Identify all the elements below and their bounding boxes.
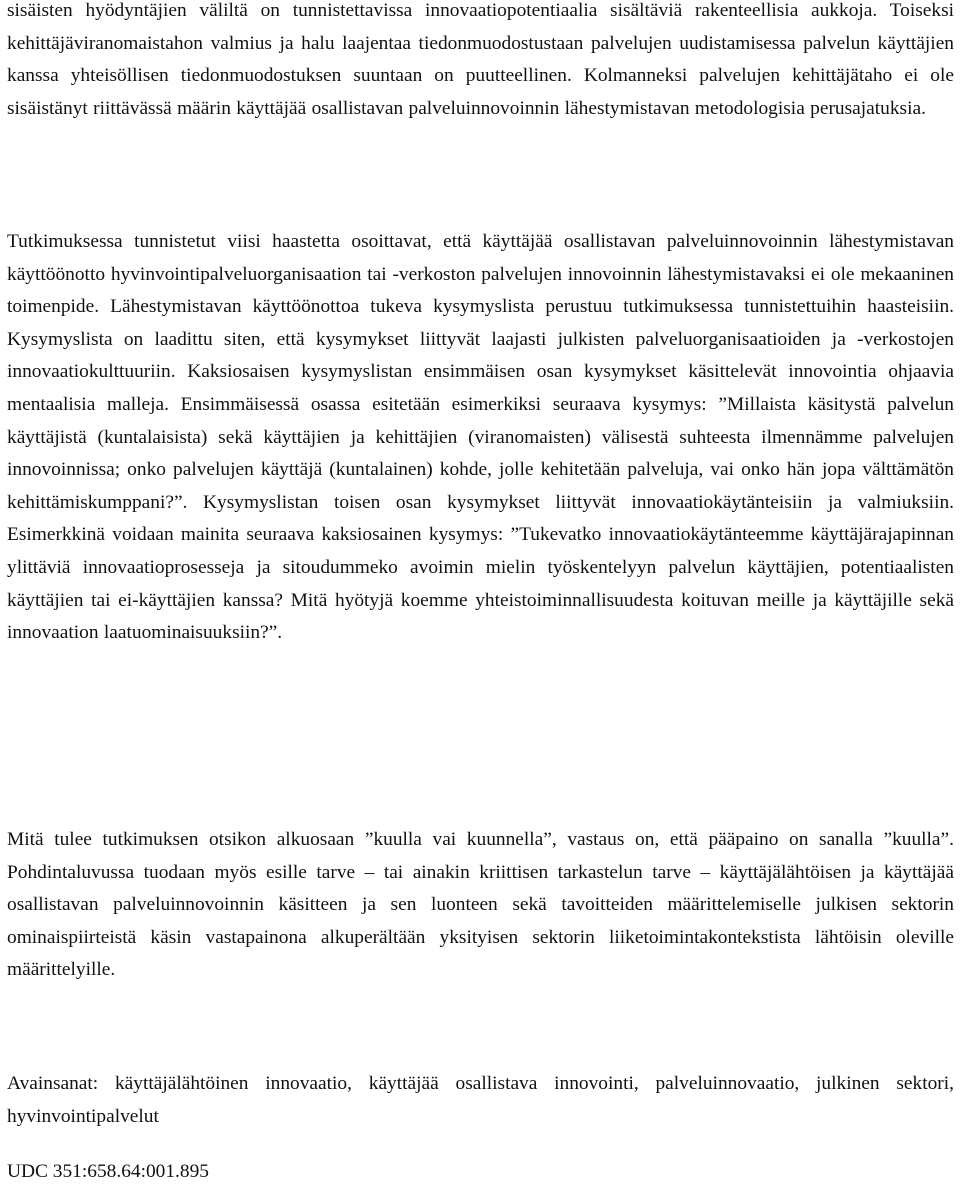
paragraph-conclusion: Mitä tulee tutkimuksen otsikon alkuosaan ”kuulla vai kuunnella”, vastaus on, että pääpaino on sanalla ”kuulla”. Pohdintaluvussa tuodaan myös esille tarve – tai ainakin kriittisen tarkastelun tarve – käyttäjälähtöisen ja käyttäjää osallistavan palveluinnovoinnin käsitteen ja sen luonteen sekä tavoitteiden määrittelemiselle julkisen sektorin ominaispiirteistä käsin vastapainona alkuperältään yksityisen sektorin liiketoimintakontekstista lähtöisin oleville määrittelyille. <box>7 829 954 981</box>
paragraph-challenges-summary: sisäisten hyödyntäjien väliltä on tunnistettavissa innovaatiopotentiaalia sisältäviä rakenteellisia aukkoja. Toiseksi kehittäjäviranomaistahon valmius ja halu laajentaa tiedonmuodostustaan palvelujen uudistamisessa palvelun käyttäjien kanssa yhteisöllisen tiedonmuodostuksen suuntaan on puutteellinen. Kolmanneksi palvelujen kehittäjätaho ei ole sisäistänyt riittävässä määrin käyttäjää osallistavan palveluinnovoinnin lähestymistavan metodologisia perusajatuksia. <box>7 0 954 119</box>
paragraph-question-list: Tutkimuksessa tunnistetut viisi haastetta osoittavat, että käyttäjää osallistavan palveluinnovoinnin lähestymistavan käyttöönotto hyvinvointipalveluorganisaation tai -verkoston palvelujen innovoinnin lähestymistavaksi ei ole mekaaninen toimenpide. Lähestymistavan käyttöönottoa tukeva kysymyslista perustuu tutkimuksessa tunnistettuihin haasteisiin. Kysymyslista on laadittu siten, että kysymykset liittyvät laajasti julkisten palveluorganisaatioiden ja -verkostojen innovaatiokulttuuriin. Kaksiosaisen kysymyslistan ensimmäisen osan kysymykset käsittelevät innovointia ohjaavia mentaalisia malleja. Ensimmäisessä osassa esitetään esimerkiksi seuraava kysymys: ”Millaista käsitystä palvelun käyttäjistä (kuntalaisista) sekä käyttäjien ja kehittäjien (viranomaisten) välisestä suhteesta ilmennämme palvelujen innovoinnissa; onko palvelujen käyttäjä (kuntalainen) kohde, jolle kehitetään palveluja, vai onko hän jopa välttämätön kehittämiskumppani?”. Kysymyslistan toisen osan kysymykset liittyvät innovaatiokäytänteisiin ja valmiuksiin. Esimerkkinä voidaan mainita seuraava kaksiosainen kysymys: ”Tukevatko innovaatiokäytänteemme käyttäjärajapinnan ylittäviä innovaatioprosesseja ja sitoudummeko avoimin mielin työskentelyyn palvelun käyttäjien, potentiaalisten käyttäjien tai ei-käyttäjien kanssa? Mitä hyötyjä koemme yhteistoiminnallisuudesta koituvan meille ja käyttäjille sekä innovaation laatuominaisuuksiin?”. <box>7 231 954 644</box>
keywords-line: Avainsanat: käyttäjälähtöinen innovaatio, käyttäjää osallistava innovointi, palveluinnovaatio, julkinen sektori, hyvinvointipalvelut <box>7 1073 954 1127</box>
udc-classification: UDC 351:658.64:001.895 <box>7 1161 209 1182</box>
